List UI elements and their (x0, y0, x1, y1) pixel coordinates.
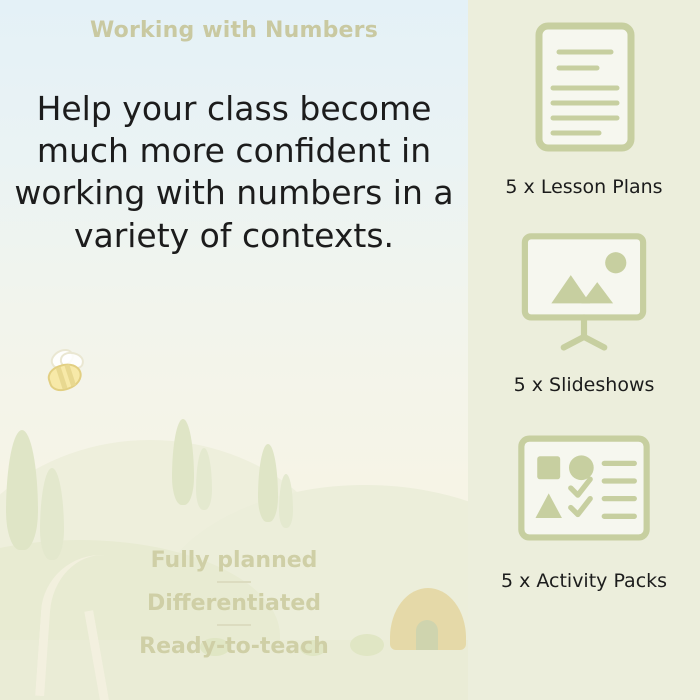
resource-item-lesson-plans (468, 18, 700, 198)
tree-icon (172, 419, 194, 505)
resource-label: 5 x Lesson Plans (505, 176, 663, 198)
right-panel (468, 0, 700, 700)
headline-text: Help your class become much more confident in working with numbers in a variety of contexts. (14, 89, 454, 255)
feature-item: Ready-to-teach (139, 634, 329, 659)
feature-divider (217, 581, 251, 583)
document-icon (509, 18, 659, 168)
feature-item: Fully planned (150, 548, 318, 573)
presentation-screen-icon (509, 216, 659, 366)
feature-item: Differentiated (146, 591, 322, 616)
tree-icon (6, 430, 38, 550)
resource-item-activity-packs (468, 414, 700, 592)
tree-icon (258, 444, 278, 522)
feature-divider (217, 624, 251, 626)
resource-label: 5 x Slideshows (513, 374, 655, 396)
tree-icon (279, 474, 293, 528)
bee-icon (38, 348, 86, 396)
activity-pack-icon (509, 414, 659, 562)
resource-label: 5 x Activity Packs (500, 570, 668, 592)
eyebrow-title: Working with Numbers (89, 18, 378, 43)
feature-list (0, 545, 468, 662)
resource-item-slideshows (468, 216, 700, 396)
